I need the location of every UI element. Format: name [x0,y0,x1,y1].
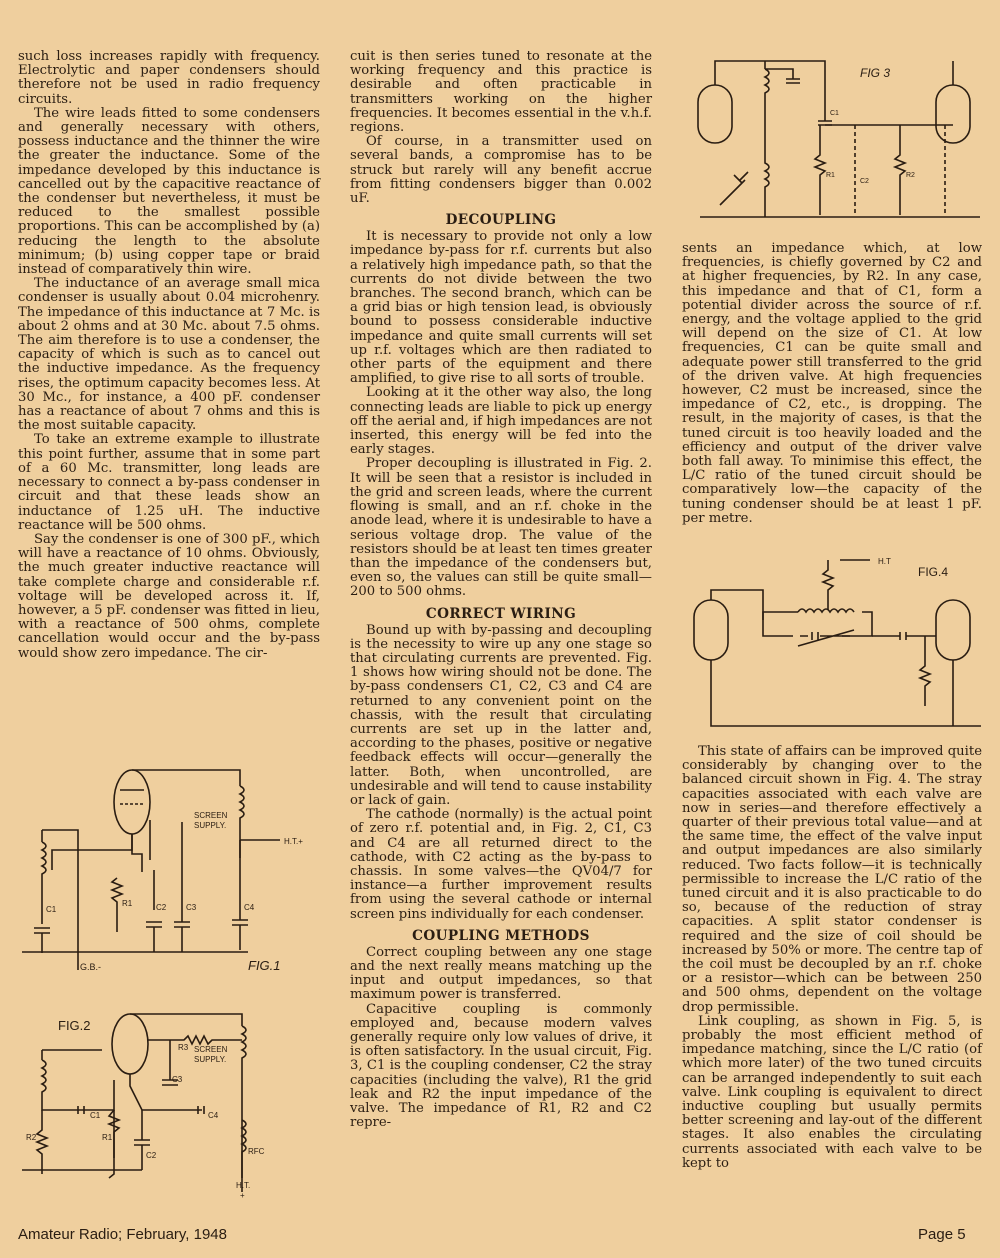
c4-label: C4 [244,903,255,912]
section-heading: CORRECT WIRING [425,605,577,622]
paragraph: The cathode (normally) is the actual point of zero r.f. potential and, in Fig. 2, C1, C3 and C4 are all returned direct to the cathode, with C2 acting as the by-pass to chassis. In some valves—the QV04/7 for instance—a further improvement results from using the several cathode or internal screen pins individually for each condenser. [350,807,652,922]
r3-label: R3 [178,1043,189,1052]
paragraph: cuit is then series tuned to resonate at the working frequency and this practice is desirable and often practicable in transmitters working on the higher frequencies. It becomes essential in the v.h.f. regions. [350,49,652,136]
plus-label: + [240,1191,245,1200]
paragraph: Bound up with by-passing and decoupling is the necessity to wire up any one stage so that circulating currents are prevented. Fig. 1 shows how wiring should not be done. The by-pass condensers C1, C2, C3 and C4 are returned to any convenient point on the chassis, with the result that circulating currents are set up in the latter and, according to the phases, positive or negative feedback effects will occur—generally the latter. Both, when uncontrolled, are undesirable and will tend to cause instability or lack of gain. [350,622,652,808]
figure-1-schematic [22,760,322,980]
fig4-title: FIG.4 [918,565,949,579]
c2-label: C2 [156,903,167,912]
ht-label: H.T.+ [284,837,303,846]
screen-label: SCREEN [194,811,228,820]
supply-label: SUPPLY. [194,1055,227,1064]
fig2-title: FIG.2 [58,1018,91,1033]
figure-2-schematic [22,1010,312,1210]
column-3-bottom [682,745,982,1171]
ht-label: H.T. [236,1181,251,1190]
valve-tube-icon [114,770,150,834]
column-3-top [682,242,982,526]
coil-icon [798,609,854,612]
c1-label: C1 [830,110,839,117]
valve-tube-icon [936,600,970,660]
paragraph: sents an impedance which, at low frequencies, is chiefly governed by C2 and at higher frequencies, by R2. In any case, this impedance and that of C1, form a potential divider across the source of r.f. energy, and the voltage applied to the grid will depend on the size of C1. At low frequencies, C1 can be quite small and adequate power still transferred to the grid of the driven valve. At high frequencies however, C2 must be increased, since the impedance of C2, etc., is dropping. The result, in the majority of cases, is that the tuned circuit is too heavily loaded and the efficiency and output of the driver valve both fall away. To minimise this effect, the L/C ratio of the tuned circuit should be comparatively low—the capacity of the tuning condenser should be at least 1 pF. per metre. [682,241,982,526]
r2-label: R2 [906,172,915,179]
paragraph: Of course, in a transmitter used on several bands, a compromise has to be struck but rarely will any benefit accrue from fitting condensers bigger than 0.002 uF. [350,134,652,207]
coil-icon [42,830,46,884]
rfc-label: RFC [248,1147,265,1156]
valve-tube-icon [698,85,732,143]
fig3-title: FIG 3 [860,66,891,80]
c1-label: C1 [90,1111,101,1120]
valve-tube-icon [694,600,728,660]
section-heading: DECOUPLING [445,212,557,229]
c4-label: C4 [208,1111,219,1120]
section-heading: COUPLING METHODS [412,927,590,944]
c1-label: C1 [46,905,57,914]
c3-label: C3 [172,1075,183,1084]
gb-label: G.B.- [80,962,102,972]
paragraph: Looking at it the other way also, the long connecting leads are liable to pick up energy off the aerial and, if high impedances are not inserted, this energy will be fed into the early stages. [350,385,652,458]
paragraph: Proper decoupling is illustrated in Fig. 2. It will be seen that a resistor is included in the grid and screen leads, where the current flowing is small, and an r.f. choke in the anode lead, where it is undesirable to have a serious voltage drop. The value of the resistors should be at least ten times greater than the impedance of the condensers but, even so, the values can still be quite small—200 to 500 ohms. [350,456,652,600]
paragraph: such loss increases rapidly with frequency. Electrolytic and paper condensers should therefore not be used in radio frequency circuits. [18,49,320,107]
c3-label: C3 [186,903,197,912]
paragraph: Capacitive coupling is commonly employed and, because modern valves generally require only low values of drive, it is often satisfactory. In the usual circuit, Fig. 3, C1 is the coupling condenser, C2 the stray capacities (including the valve), R1 the grid leak and R2 the input impedance of the valve. The impedance of R1, R2 and C2 repre- [350,1001,652,1131]
figure-4-schematic [690,552,990,732]
paragraph: The wire leads fitted to some condensers and generally necessary with others, possess inductance and the thinner the wire the greater the inductance. Some of the impedance developed by this inductance is cancelled out by the capacitive reactance of the condenser but nevertheless, it must be reduced to the smallest possible proportions. This can be accomplished by (a) reducing the length to the absolute minimum; (b) using copper tape or braid instead of comparatively thin wire. [18,105,320,278]
screen-label: SCREEN [194,1045,228,1054]
paragraph: It is necessary to provide not only a low impedance by-pass for r.f. currents but also a relatively high impedance path, so that the currents do not divide between the two branches. The second branch, which can be a grid bias or high tension lead, is obviously bound to possess considerable inductive impedance and quite small currents will set up r.f. voltages which are then radiated to other parts of the equipment and there amplified, to give rise to all sorts of trouble. [350,229,652,387]
footer-page-number: Page 5 [918,1226,966,1243]
supply-label: SUPPLY. [194,821,227,830]
paragraph: This state of affairs can be improved quite considerably by changing over to the balanced circuit shown in Fig. 4. The stray capacities associated with each valve are now in series—and therefore effectively a quarter of their previous total value—and at the same time, the effect of the valve input and output impedances are also similarly reduced. Two facts follow—it is technically permissible to increase the L/C ratio of the tuned circuit and it is also practicable to do so, because of the reduction of stray capacities. A split stator condenser is required and the size of coil should be increased by 50% or more. The centre tap of the coil must be decoupled by an r.f. choke or a resistor—which can be between 250 and 500 ohms, dependent on the voltage drop permissible. [682,744,982,1015]
fig1-title: FIG.1 [248,958,281,973]
column-2 [350,50,652,1130]
r1-label: R1 [826,172,835,179]
c2-label: C2 [860,178,869,185]
column-1 [18,50,320,661]
footer-publication: Amateur Radio; February, 1948 [18,1226,227,1243]
ht-label: H.T [878,557,891,566]
paragraph: Say the condenser is one of 300 pF., which will have a reactance of 10 ohms. Obviously, the much greater inductive reactance will take complete charge and considerable r.f. voltage will be developed across it. If, however, a 5 pF. condenser was fitted in lieu, with a reactance of 500 ohms, complete cancellation would occur and the by-pass would show zero impedance. The cir- [18,531,320,661]
paragraph: Correct coupling between any one stage and the next really means matching up the input and output impedances, so that maximum power is transferred. [350,944,652,1003]
valve-tube-icon [112,1014,148,1074]
resistor-icon [112,878,122,932]
r2-label: R2 [26,1133,37,1142]
paragraph: To take an extreme example to illustrate this point further, assume that in some part of a 60 Mc. transmitter, long leads are necessary to connect a by-pass condenser in circuit and that these leads show an inductance of 1.25 uH. The inductive reactance will be 500 ohms. [18,432,320,533]
figure-3-schematic [690,55,990,230]
r1-label: R1 [122,899,133,908]
valve-tube-icon [936,85,970,143]
paragraph: The inductance of an average small mica condenser is usually about 0.04 microhenry. The impedance of this inductance at 7 Mc. is about 2 ohms and at 30 Mc. about 7.5 ohms. The aim therefore is to use a condenser, the capacity of which is such as to cancel out the inductive impedance. As the frequency rises, the optimum capacity becomes less. At 30 Mc., for instance, a 400 pF. condenser has a reactance of about 7 ohms and this is the most suitable capacity. [18,276,320,434]
c2-label: C2 [146,1151,157,1160]
r1-label: R1 [102,1133,113,1142]
paragraph: Link coupling, as shown in Fig. 5, is probably the most efficient method of impedance matching, since the L/C ratio (of which more later) of the two tuned circuits can be arranged independently to suit each valve. Link coupling is equivalent to direct inductive coupling but usually permits better screening and lay-out of the different stages. It also enables the circulating currents associated with each valve to be kept to [682,1013,982,1171]
